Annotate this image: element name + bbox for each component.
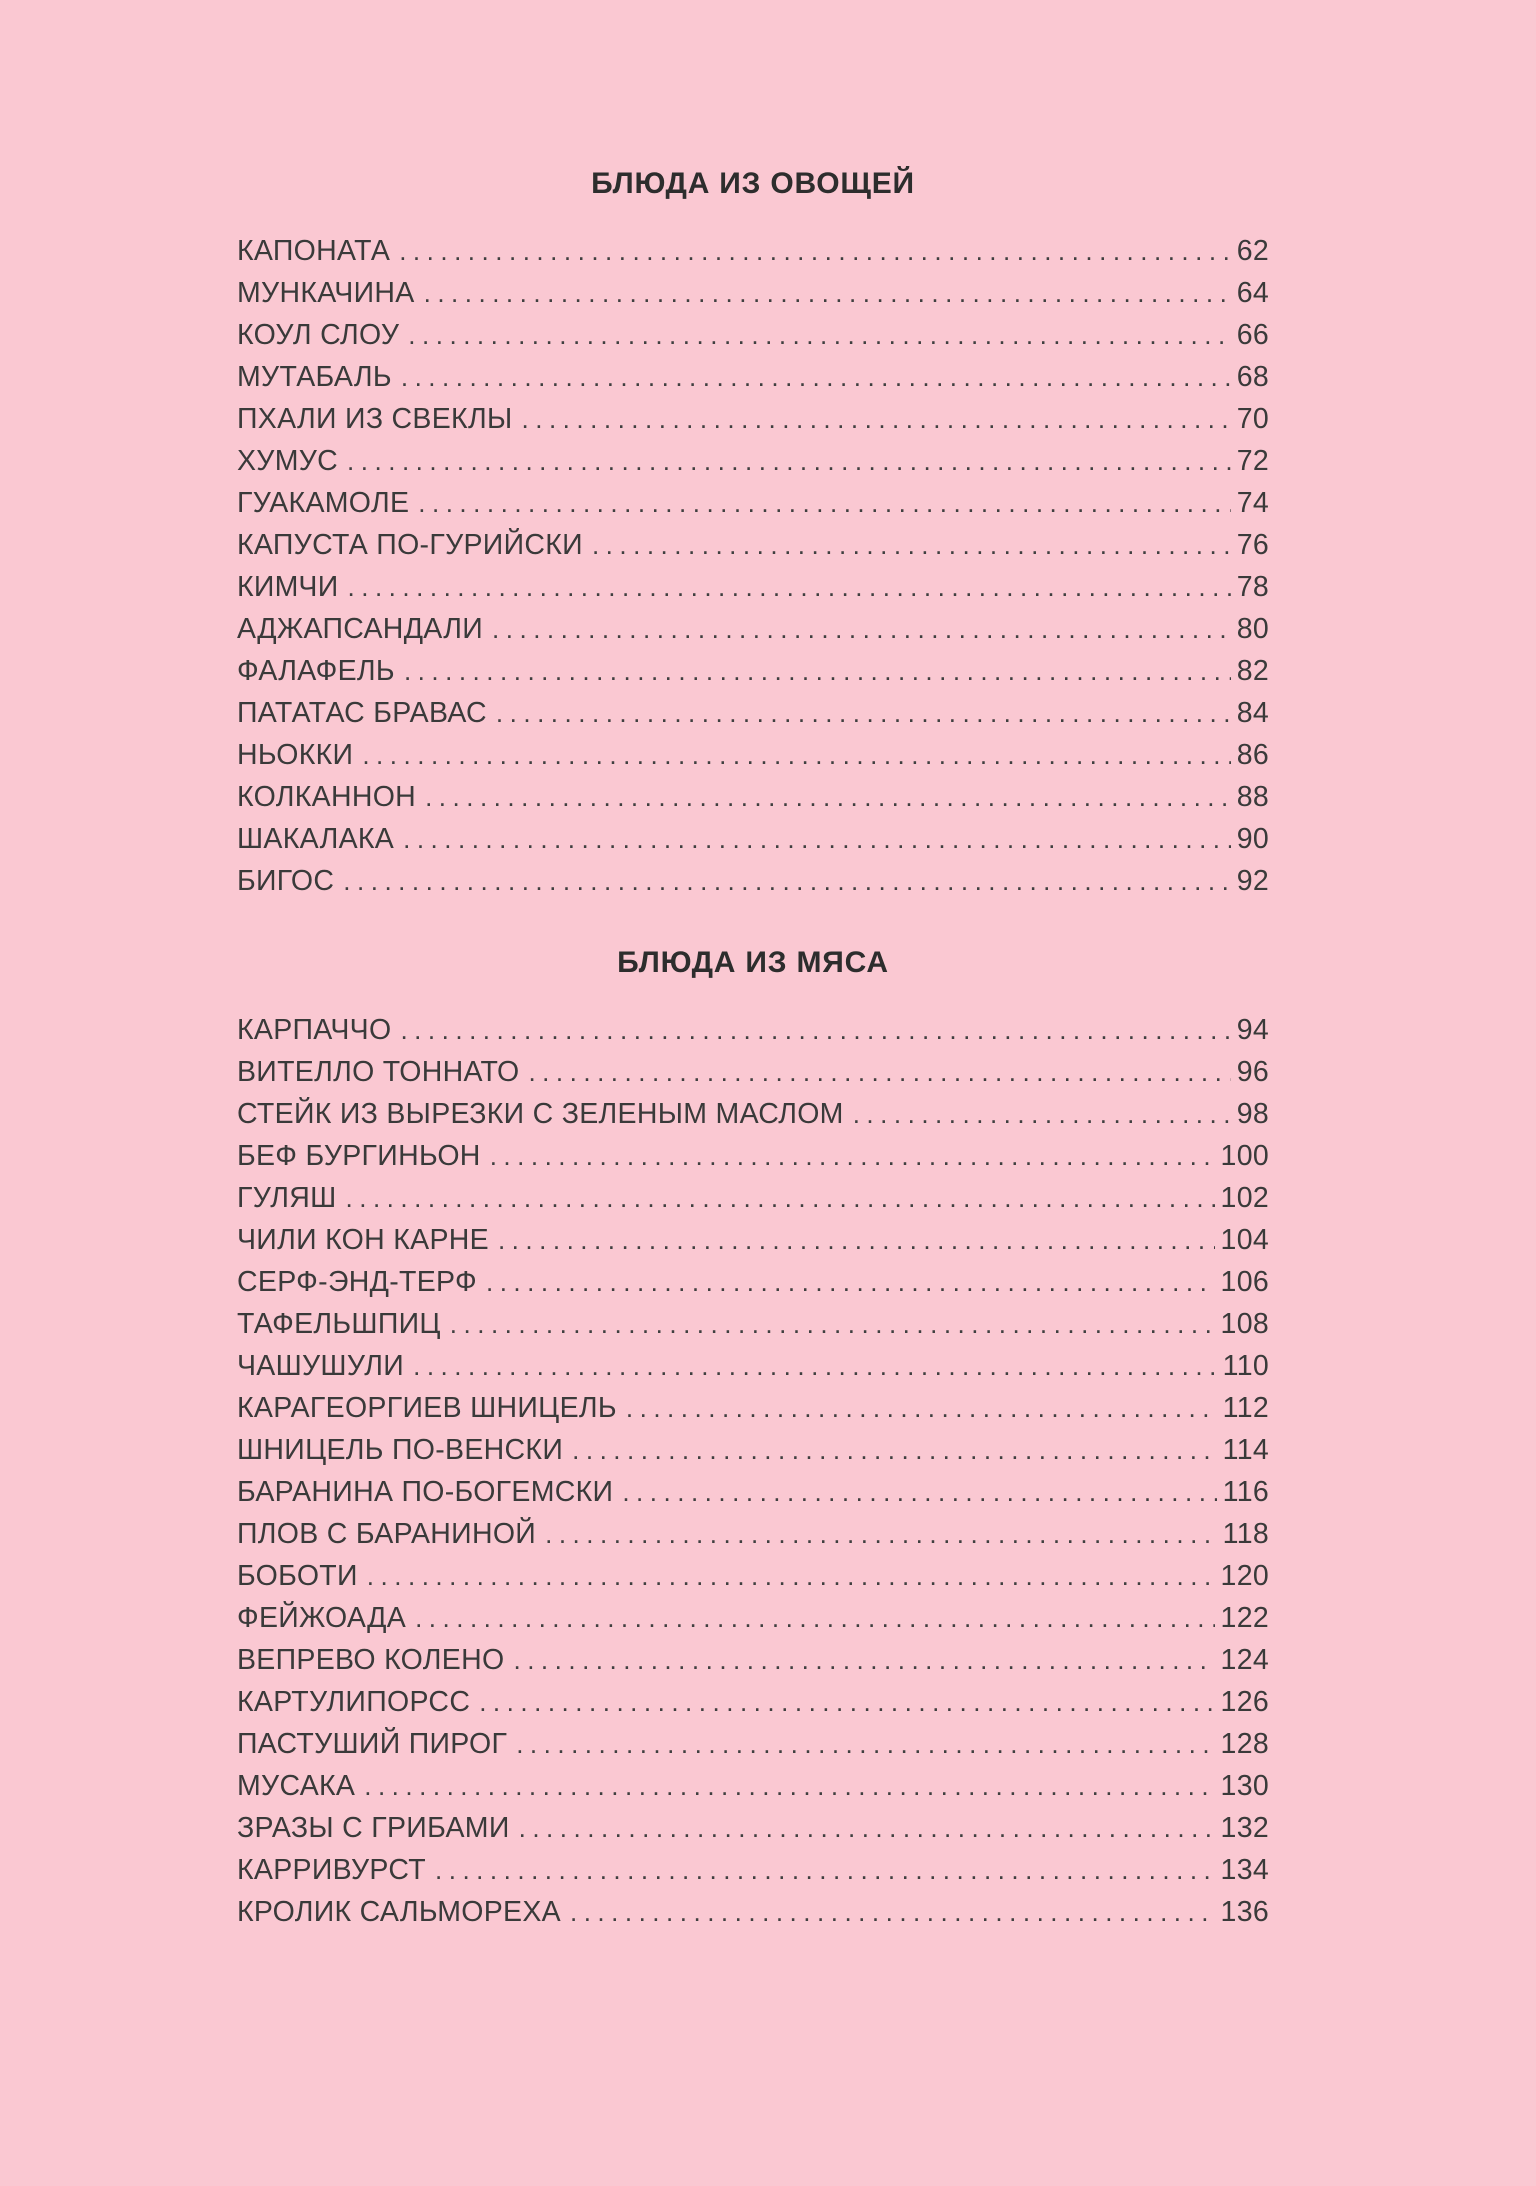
dot-leader (486, 1261, 1215, 1303)
entry-title: АДЖАПСАНДАЛИ (237, 613, 484, 645)
toc-entry (237, 398, 1269, 440)
entry-page-number: 104 (1220, 1224, 1269, 1256)
dot-leader (348, 566, 1231, 608)
dot-leader (343, 860, 1230, 902)
dot-leader (400, 1009, 1230, 1051)
entry-title: ЧАШУШУЛИ (237, 1350, 405, 1382)
dot-leader (415, 1597, 1214, 1639)
toc-entry (237, 566, 1269, 608)
entry-title: ПАСТУШИЙ ПИРОГ (237, 1728, 508, 1760)
entry-page-number: 106 (1220, 1266, 1269, 1298)
entry-page-number: 102 (1220, 1182, 1269, 1214)
entry-title: МУНКАЧИНА (237, 277, 415, 309)
entry-page-number: 74 (1236, 487, 1269, 519)
dot-leader (450, 1303, 1215, 1345)
toc-entry (237, 734, 1269, 776)
toc-entry (237, 524, 1269, 566)
dot-leader (367, 1555, 1215, 1597)
entry-title: КАПУСТА ПО-ГУРИЙСКИ (237, 529, 583, 561)
dot-leader (545, 1513, 1217, 1555)
entry-title: БОБОТИ (237, 1560, 358, 1592)
toc-entry (237, 650, 1269, 692)
entry-page-number: 116 (1222, 1476, 1269, 1508)
toc-entry (237, 1387, 1269, 1429)
toc-section (237, 165, 1269, 902)
entry-page-number: 124 (1220, 1644, 1269, 1676)
entry-page-number: 112 (1222, 1392, 1269, 1424)
toc-entry (237, 1429, 1269, 1471)
toc-page (237, 0, 1269, 1933)
entry-page-number: 118 (1222, 1518, 1269, 1550)
entry-page-number: 114 (1222, 1434, 1269, 1466)
entry-title: КОЛКАННОН (237, 781, 417, 813)
entry-title: БЕФ БУРГИНЬОН (237, 1140, 481, 1172)
section-title: БЛЮДА ИЗ ОВОЩЕЙ (591, 167, 915, 200)
toc-entry (237, 1849, 1269, 1891)
toc-entry (237, 1303, 1269, 1345)
dot-leader (347, 440, 1231, 482)
entry-title: БИГОС (237, 865, 335, 897)
entry-page-number: 96 (1236, 1056, 1269, 1088)
toc-entry (237, 1135, 1269, 1177)
dot-leader (570, 1891, 1215, 1933)
toc-entry (237, 314, 1269, 356)
entry-title: ПАТАТАС БРАВАС (237, 697, 487, 729)
dot-leader (364, 1765, 1214, 1807)
toc-entry (237, 1093, 1269, 1135)
entry-page-number: 78 (1236, 571, 1269, 603)
dot-leader (362, 734, 1230, 776)
entry-page-number: 134 (1220, 1854, 1269, 1886)
dot-leader (401, 356, 1231, 398)
toc-section (237, 944, 1269, 1933)
dot-leader (498, 1219, 1215, 1261)
dot-leader (572, 1429, 1217, 1471)
toc-entry (237, 356, 1269, 398)
dot-leader (528, 1051, 1230, 1093)
toc-entry (237, 1765, 1269, 1807)
toc-entry (237, 482, 1269, 524)
entry-title: СТЕЙК ИЗ ВЫРЕЗКИ С ЗЕЛЕНЫМ МАСЛОМ (237, 1098, 844, 1130)
entry-page-number: 130 (1220, 1770, 1269, 1802)
toc-entry (237, 1555, 1269, 1597)
entry-page-number: 132 (1220, 1812, 1269, 1844)
dot-leader (399, 230, 1231, 272)
entry-title: МУСАКА (237, 1770, 356, 1802)
entry-title: ФАЛАФЕЛЬ (237, 655, 395, 687)
dot-leader (496, 692, 1231, 734)
entry-title: МУТАБАЛЬ (237, 361, 392, 393)
dot-leader (408, 314, 1230, 356)
dot-leader (404, 650, 1231, 692)
dot-leader (403, 818, 1231, 860)
entry-page-number: 94 (1236, 1014, 1269, 1046)
entry-page-number: 72 (1236, 445, 1269, 477)
toc-entry (237, 776, 1269, 818)
entry-title: КАРТУЛИПОРСС (237, 1686, 471, 1718)
toc-list (237, 1009, 1269, 1933)
toc-entry (237, 1681, 1269, 1723)
entry-page-number: 108 (1220, 1308, 1269, 1340)
entry-page-number: 126 (1220, 1686, 1269, 1718)
entry-title: ПЛОВ С БАРАНИНОЙ (237, 1518, 537, 1550)
entry-page-number: 86 (1236, 739, 1269, 771)
entry-page-number: 136 (1220, 1896, 1269, 1928)
toc-entry (237, 1051, 1269, 1093)
toc-entry (237, 1597, 1269, 1639)
entry-title: ЧИЛИ КОН КАРНЕ (237, 1224, 489, 1256)
entry-page-number: 68 (1236, 361, 1269, 393)
entry-title: ФЕЙЖОАДА (237, 1602, 407, 1634)
entry-page-number: 66 (1236, 319, 1269, 351)
toc-entry (237, 440, 1269, 482)
toc-entry (237, 692, 1269, 734)
entry-title: ХУМУС (237, 445, 339, 477)
dot-leader (853, 1093, 1231, 1135)
dot-leader (346, 1177, 1215, 1219)
dot-leader (413, 1345, 1217, 1387)
entry-title: КИМЧИ (237, 571, 339, 603)
toc-entry (237, 818, 1269, 860)
dot-leader (425, 776, 1231, 818)
entry-title: КРОЛИК САЛЬМОРЕХА (237, 1896, 561, 1928)
entry-page-number: 98 (1236, 1098, 1269, 1130)
entry-title: КАРРИВУРСТ (237, 1854, 427, 1886)
toc-entry (237, 1345, 1269, 1387)
entry-title: ШАКАЛАКА (237, 823, 395, 855)
entry-title: ШНИЦЕЛЬ ПО-ВЕНСКИ (237, 1434, 564, 1466)
entry-page-number: 82 (1236, 655, 1269, 687)
entry-title: КОУЛ СЛОУ (237, 319, 400, 351)
toc-entry (237, 860, 1269, 902)
toc-entry (237, 1219, 1269, 1261)
dot-leader (522, 398, 1231, 440)
dot-leader (592, 524, 1231, 566)
entry-title: БАРАНИНА ПО-БОГЕМСКИ (237, 1476, 614, 1508)
toc-entry (237, 272, 1269, 314)
entry-page-number: 88 (1236, 781, 1269, 813)
toc-entry (237, 1009, 1269, 1051)
dot-leader (516, 1723, 1214, 1765)
toc-entry (237, 1639, 1269, 1681)
entry-page-number: 62 (1236, 235, 1269, 267)
toc-entry (237, 1177, 1269, 1219)
toc-entry (237, 1513, 1269, 1555)
entry-page-number: 100 (1220, 1140, 1269, 1172)
toc-entry (237, 1891, 1269, 1933)
toc-entry (237, 1471, 1269, 1513)
dot-leader (519, 1807, 1215, 1849)
toc-entry (237, 1723, 1269, 1765)
entry-title: КАПОНАТА (237, 235, 391, 267)
entry-title: КАРПАЧЧО (237, 1014, 392, 1046)
entry-title: ГУЛЯШ (237, 1182, 337, 1214)
dot-leader (492, 608, 1231, 650)
dot-leader (424, 272, 1231, 314)
entry-page-number: 76 (1236, 529, 1269, 561)
entry-page-number: 90 (1236, 823, 1269, 855)
toc-list (237, 230, 1269, 902)
entry-page-number: 110 (1222, 1350, 1269, 1382)
entry-title: ГУАКАМОЛЕ (237, 487, 410, 519)
entry-title: ПХАЛИ ИЗ СВЕКЛЫ (237, 403, 513, 435)
dot-leader (626, 1387, 1217, 1429)
toc-entry (237, 1807, 1269, 1849)
entry-page-number: 122 (1220, 1602, 1269, 1634)
entry-page-number: 64 (1236, 277, 1269, 309)
entry-page-number: 84 (1236, 697, 1269, 729)
entry-page-number: 120 (1220, 1560, 1269, 1592)
entry-title: НЬОККИ (237, 739, 354, 771)
dot-leader (418, 482, 1230, 524)
dot-leader (513, 1639, 1214, 1681)
dot-leader (490, 1135, 1215, 1177)
dot-leader (622, 1471, 1216, 1513)
toc-entry (237, 1261, 1269, 1303)
entry-title: СЕРФ-ЭНД-ТЕРФ (237, 1266, 477, 1298)
section-title: БЛЮДА ИЗ МЯСА (617, 946, 889, 979)
entry-title: ВЕПРЕВО КОЛЕНО (237, 1644, 505, 1676)
dot-leader (479, 1681, 1214, 1723)
entry-page-number: 92 (1236, 865, 1269, 897)
toc-entry (237, 230, 1269, 272)
dot-leader (435, 1849, 1215, 1891)
entry-title: ТАФЕЛЬШПИЦ (237, 1308, 441, 1340)
entry-page-number: 70 (1236, 403, 1269, 435)
entry-page-number: 80 (1236, 613, 1269, 645)
toc-entry (237, 608, 1269, 650)
entry-title: ВИТЕЛЛО ТОННАТО (237, 1056, 520, 1088)
entry-title: КАРАГЕОРГИЕВ ШНИЦЕЛЬ (237, 1392, 617, 1424)
entry-page-number: 128 (1220, 1728, 1269, 1760)
entry-title: ЗРАЗЫ С ГРИБАМИ (237, 1812, 510, 1844)
